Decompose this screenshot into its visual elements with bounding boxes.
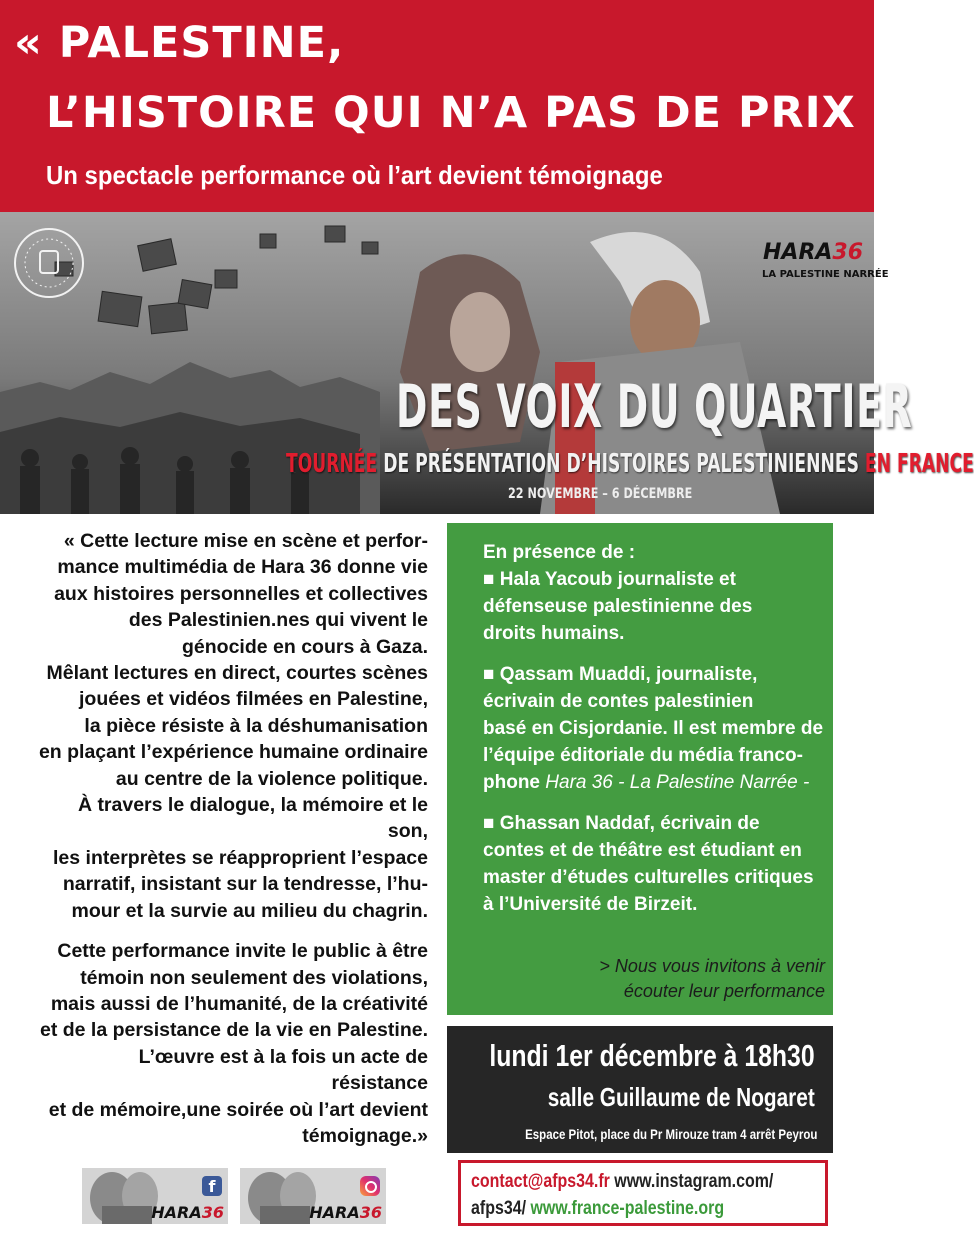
guests-heading: En présence de : (483, 542, 636, 563)
guest-ghassan-naddaf: ■ Ghassan Naddaf, écrivain de contes et de théâtre est étudiant en master d’études culturelles critiques à l’Université de Birzeit. (483, 813, 814, 915)
guests-box (447, 523, 833, 1015)
contact-email-link[interactable]: contact@afps34.fr (471, 1171, 610, 1192)
banner-headline: DES VOIX DU QUARTIER (396, 372, 913, 442)
invitation-text: > Nous vous invitons à venir écouter leur performance (599, 956, 825, 1001)
banner-tour-line: TOURNÉE DE PRÉSENTATION D’HISTOIRES PALESTINIENNES EN FRANCE (286, 449, 974, 479)
description-paragraph-2: Cette performance invite le public à être témoin non seulement des violations, mais aussi de l’humanité, de la créativité et de la persistance de la vie en Palestine. L’œuvre est à la fois un acte de résistance et de mémoire,une soirée où l’art devient témoignage.» (39, 940, 428, 1147)
title-line-2: L’HISTOIRE QUI N’A PAS DE PRIX » (46, 88, 901, 138)
event-venue: salle Guillaume de Nogaret (547, 1082, 815, 1112)
event-date: lundi 1er décembre à 18h30 (489, 1038, 815, 1073)
subtitle: Un spectacle performance où l’art devient témoignage (46, 160, 663, 190)
instagram-icon (360, 1176, 380, 1196)
afps-logo (14, 228, 84, 298)
event-box (447, 1026, 833, 1153)
facebook-thumbnail[interactable] (82, 1168, 228, 1224)
header (0, 0, 901, 212)
instagram-link-cont[interactable]: afps34/ (471, 1198, 531, 1219)
instagram-link[interactable]: www.instagram.com/ (609, 1171, 774, 1192)
hara36-thumb-label: HARA36 (309, 1203, 382, 1222)
facebook-icon: f (202, 1176, 222, 1196)
description-paragraph-1: « Cette lecture mise en scène et perfor- mance multimédia de Hara 36 donne vie aux histoires personnelles et collectives des Palestinien.nes qui vivent le génocide en cours à Gaza. Mêlant lectures en direct, courtes scènes jouées et vidéos filmées en Palestine, la pièce résiste à la déshumanisation en plaçant l’expérience humaine ordinaire au centre de la violence politique. À travers le dialogue, la mémoire et le son, les interprètes se réapproprient l’espace narratif, insistant sur la tendresse, l’hu- mour et la survie au milieu du chagrin. (38, 530, 428, 922)
website-link[interactable]: www.france-palestine.org (530, 1198, 725, 1219)
guest-qassam-muaddi: ■ Qassam Muaddi, journaliste, écrivain de contes palestinien basé en Cisjordanie. Il est membre de l’équipe éditoriale du média franco- phone Hara 36 - La Palestine Narrée - (483, 664, 824, 793)
hara36-logo: HARA36 (763, 240, 864, 265)
contact-box (458, 1160, 828, 1226)
guest-hala-yacoub: ■ Hala Yacoub journaliste et défenseuse palestinienne des droits humains. (483, 569, 753, 644)
banner-dates: 22 NOVEMBRE – 6 DÉCEMBRE (508, 486, 693, 502)
hara36-tagline: LA PALESTINE NARRÉE (762, 269, 889, 280)
description (38, 528, 428, 1149)
title-line-1: « PALESTINE, (14, 18, 345, 68)
instagram-thumbnail[interactable] (240, 1168, 386, 1224)
hara36-thumb-label: HARA36 (151, 1203, 224, 1222)
banner-image (0, 212, 974, 514)
event-address: Espace Pitot, place du Pr Mirouze tram 4 arrêt Peyrou (524, 1126, 817, 1142)
